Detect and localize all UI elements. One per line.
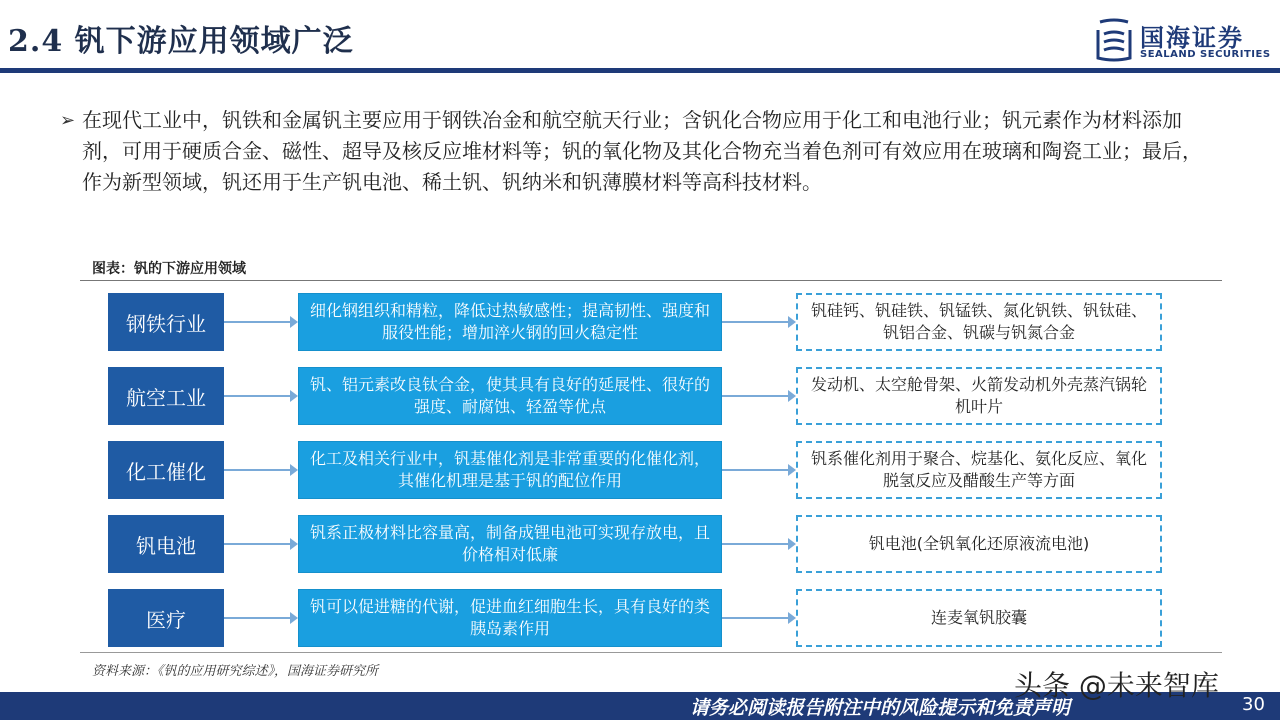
page-number: 30 [1242,694,1265,715]
products-box: 钒系催化剂用于聚合、烷基化、氨化反应、氧化脱氢反应及醋酸生产等方面 [796,441,1162,499]
arrow-right-icon [224,315,298,329]
category-box: 钒电池 [108,515,224,573]
arrow-bullet-icon: ➢ [60,110,76,131]
products-box: 钒硅钙、钒硅铁、钒锰铁、氮化钒铁、钒钛硅、钒铝合金、钒碳与钒氮合金 [796,293,1162,351]
source-note: 资料来源：《钒的应用研究综述》，国海证券研究所 [92,664,379,679]
figure-top-divider [80,280,1222,281]
description-box: 钒系正极材料比容量高，制备成锂电池可实现存放电，且价格相对低廉 [298,515,722,573]
description-box: 钒可以促进糖的代谢，促进血红细胞生长，具有良好的类胰岛素作用 [298,589,722,647]
arrow-right-icon [224,537,298,551]
figure-label: 图表：钒的下游应用领域 [92,261,246,277]
application-row [0,293,1280,353]
disclaimer-note: 请务必阅读报告附注中的风险提示和免责声明 [690,697,1071,719]
header-divider [0,68,1280,73]
page-title: 2.4 钒下游应用领域广泛 [8,24,354,59]
application-row [0,515,1280,575]
arrow-right-icon [722,611,796,625]
arrow-right-icon [224,463,298,477]
figure-bottom-divider [80,652,1222,653]
intro-paragraph: 在现代工业中，钒铁和金属钒主要应用于钢铁冶金和航空航天行业；含钒化合物应用于化工和电池行业；钒元素作为材料添加剂，可用于硬质合金、磁性、超导及核反应堆材料等；钒的氧化物及其化合物充当着色剂可有效应用在玻璃和陶瓷工业；最后，作为新型领域，钒还用于生产钒电池、稀土钒、钒纳米和钒薄膜材料等高科技材料。 [82,108,1202,194]
description-box: 化工及相关行业中，钒基催化剂是非常重要的化催化剂，其催化机理是基于钒的配位作用 [298,441,722,499]
application-row [0,441,1280,501]
description-box: 钒、铝元素改良钛合金，使其具有良好的延展性、很好的强度、耐腐蚀、轻盈等优点 [298,367,722,425]
arrow-right-icon [722,315,796,329]
category-box: 航空工业 [108,367,224,425]
products-box: 钒电池(全钒氧化还原液流电池) [796,515,1162,573]
watermark-text: 头条 @未来智库 [1014,669,1219,702]
sealand-logo-icon [1094,18,1134,62]
arrow-right-icon [224,611,298,625]
arrow-right-icon [722,463,796,477]
products-box: 连麦氧钒胶囊 [796,589,1162,647]
application-row [0,367,1280,427]
application-row [0,589,1280,649]
arrow-right-icon [224,389,298,403]
logo-english-name: SEALAND SECURITIES [1140,49,1271,60]
category-box: 钢铁行业 [108,293,224,351]
category-box: 医疗 [108,589,224,647]
arrow-right-icon [722,389,796,403]
arrow-right-icon [722,537,796,551]
description-box: 细化钢组织和精粒，降低过热敏感性；提高韧性、强度和服役性能；增加淬火钢的回火稳定性 [298,293,722,351]
company-logo [1094,16,1274,66]
logo-chinese-name: 国海证券 [1140,24,1244,52]
products-box: 发动机、太空舱骨架、火箭发动机外壳蒸汽锅轮机叶片 [796,367,1162,425]
category-box: 化工催化 [108,441,224,499]
